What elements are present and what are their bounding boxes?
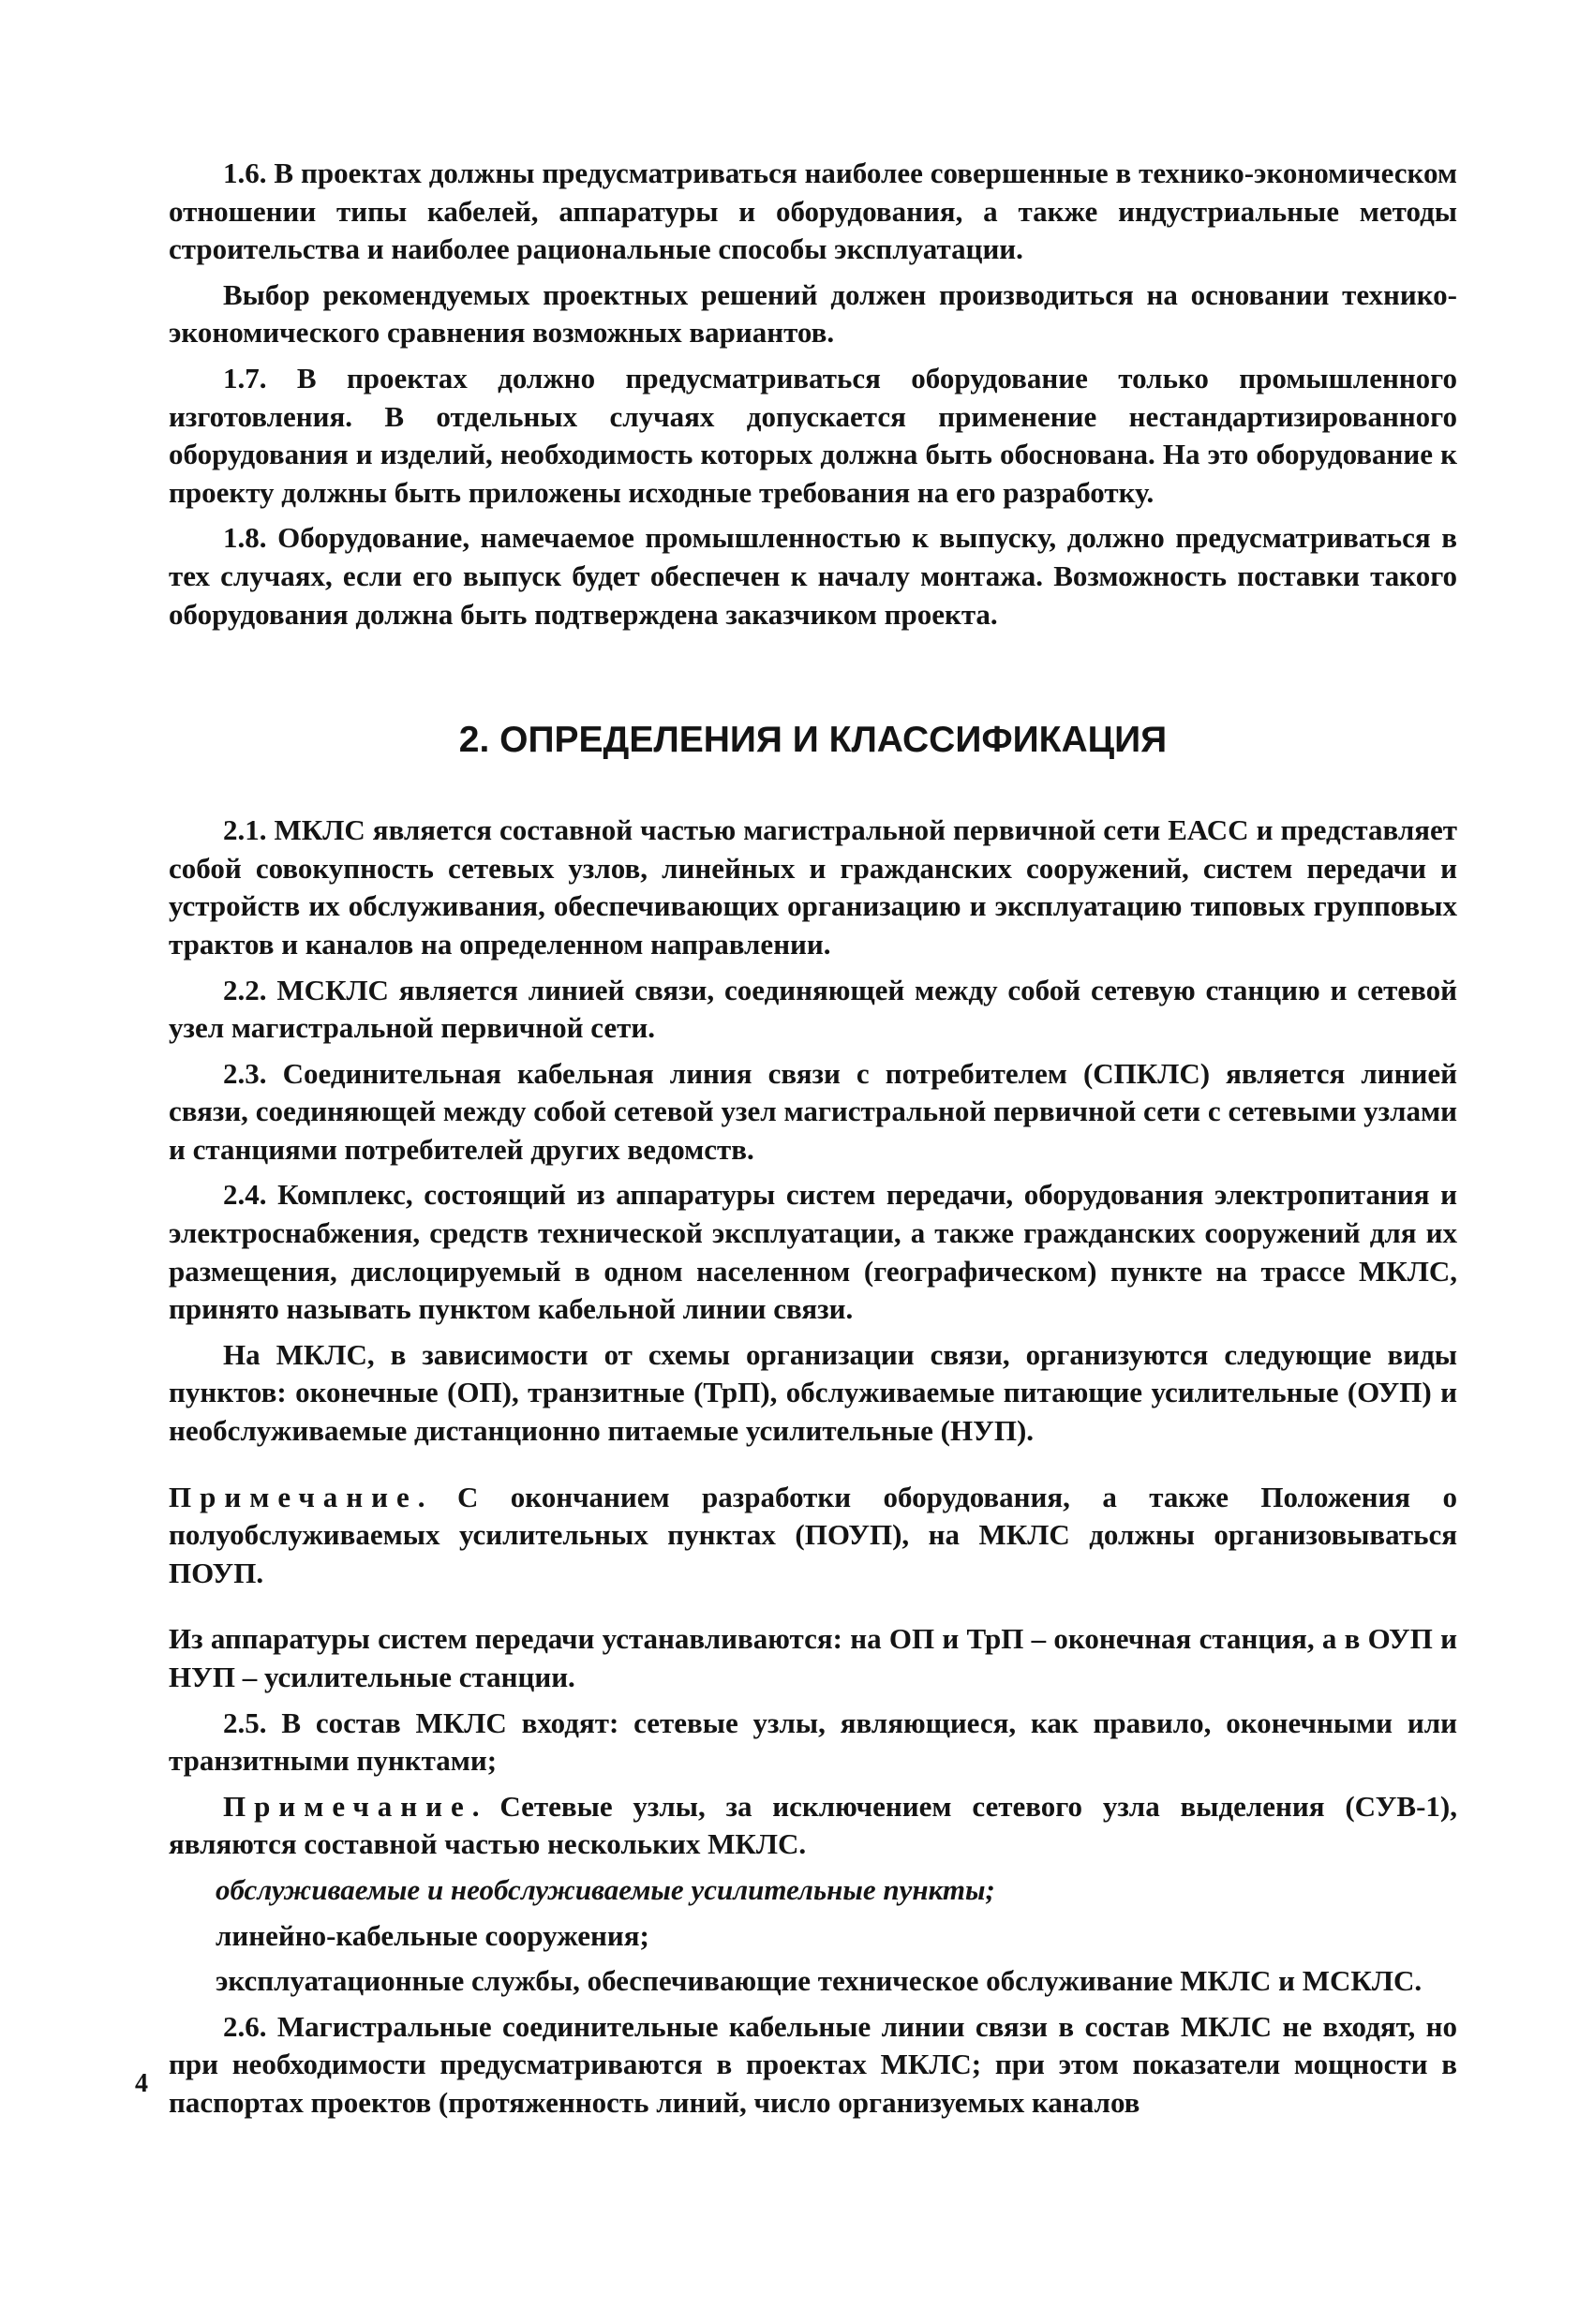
note-1-text: . С окончанием разработки оборудования, а также Положения о полуобслуживаемых усилительных пунктах (ПОУП), на МКЛС должны организовываться ПОУП. xyxy=(169,1480,1457,1589)
paragraph-equipment: Из аппаратуры систем передачи устанавливаются: на ОП и ТрП – оконечная станция, а в ОУП и НУП – усилительные станции. xyxy=(169,1622,1457,1693)
list-item: линейно-кабельные сооружения; xyxy=(216,1918,649,1952)
paragraph-selection: Выбор рекомендуемых проектных решений должен производиться на основании технико-экономического сравнения возможных вариантов. xyxy=(169,277,1457,350)
paragraph-2-5: 2.5. В состав МКЛС входят: сетевые узлы, являющиеся, как правило, оконечными или транзитными пунктами; xyxy=(169,1706,1457,1778)
paragraph-1-8: 1.8. Оборудование, намечаемое промышленностью к выпуску, должно предусматриваться в тех случаях, если его выпуск будет обеспечен к началу монтажа. Возможность поставки такого оборудования должна быть подтверждена заказчиком проекта. xyxy=(169,521,1457,631)
paragraph-point-types: На МКЛС, в зависимости от схемы организации связи, организуются следующие виды пунктов: оконечные (ОП), транзитные (ТрП), обслуживаемые питающие усилительные (ОУП) и необслуживаемые дистанционно питаемые усилительные (НУП). xyxy=(169,1337,1457,1448)
page-body xyxy=(169,155,1457,2123)
note-1-label: Примечание xyxy=(169,1480,418,1513)
paragraph-2-1: 2.1. МКЛС является составной частью магистральной первичной сети ЕАСС и представляет собой совокупность сетевых узлов, линейных и гражданских сооружений, систем передачи и устройств их обслуживания, обеспечивающих организацию и эксплуатацию типовых групповых трактов и каналов на определенном направлении. xyxy=(169,813,1457,961)
paragraph-2-2: 2.2. МСКЛС является линией связи, соединяющей между собой сетевую станцию и сетевой узел магистральной первичной сети. xyxy=(169,973,1457,1045)
list-item: эксплуатационные службы, обеспечивающие техническое обслуживание МКЛС и МСКЛС. xyxy=(216,1964,1423,1998)
list-item: обслуживаемые и необслуживаемые усилительные пункты; xyxy=(216,1872,995,1906)
section-heading: 2. ОПРЕДЕЛЕНИЯ И КЛАССИФИКАЦИЯ xyxy=(458,720,1168,761)
note-2-label: Примечание xyxy=(223,1789,472,1823)
paragraph-2-6: 2.6. Магистральные соединительные кабельные линии связи в состав МКЛС не входят, но при необходимости предусматриваются в проектах МКЛС; при этом показатели мощности в паспортах проектов (протяженность линий, число организуемых каналов xyxy=(169,2009,1457,2119)
note-2 xyxy=(169,1788,1457,1864)
paragraph-1-7: 1.7. В проектах должно предусматриваться оборудование только промышленного изготовления. В отдельных случаях допускается применение нестандартизированного оборудования и изделий, необходимость которых должна быть обоснована. На это оборудование к проекту должны быть приложены исходные требования на его разработку. xyxy=(169,361,1457,509)
paragraph-1-6: 1.6. В проектах должны предусматриваться наиболее совершенные в технико-экономическом отношении типы кабелей, аппаратуры и оборудования, а также индустриальные методы строительства и наиболее рациональные способы эксплуатации. xyxy=(169,156,1457,266)
note-1 xyxy=(169,1479,1457,1593)
page-number: 4 xyxy=(135,2069,148,2098)
note-2-text: . Сетевые узлы, за исключением сетевого узла выделения (СУВ-1), являются составной частью нескольких МКЛС. xyxy=(169,1789,1457,1861)
paragraph-2-4: 2.4. Комплекс, состоящий из аппаратуры систем передачи, оборудования электропитания и электроснабжения, средств технической эксплуатации, а также гражданских сооружений для их размещения, дислоцируемый в одном населенном (географическом) пункте на трассе МКЛС, принято называть пунктом кабельной линии связи. xyxy=(169,1178,1457,1326)
paragraph-2-3: 2.3. Соединительная кабельная линия связи с потребителем (СПКЛС) является линией связи, соединяющей между собой сетевой узел магистральной первичной сети с сетевыми узлами и станциями потребителей других ведомств. xyxy=(169,1056,1457,1166)
